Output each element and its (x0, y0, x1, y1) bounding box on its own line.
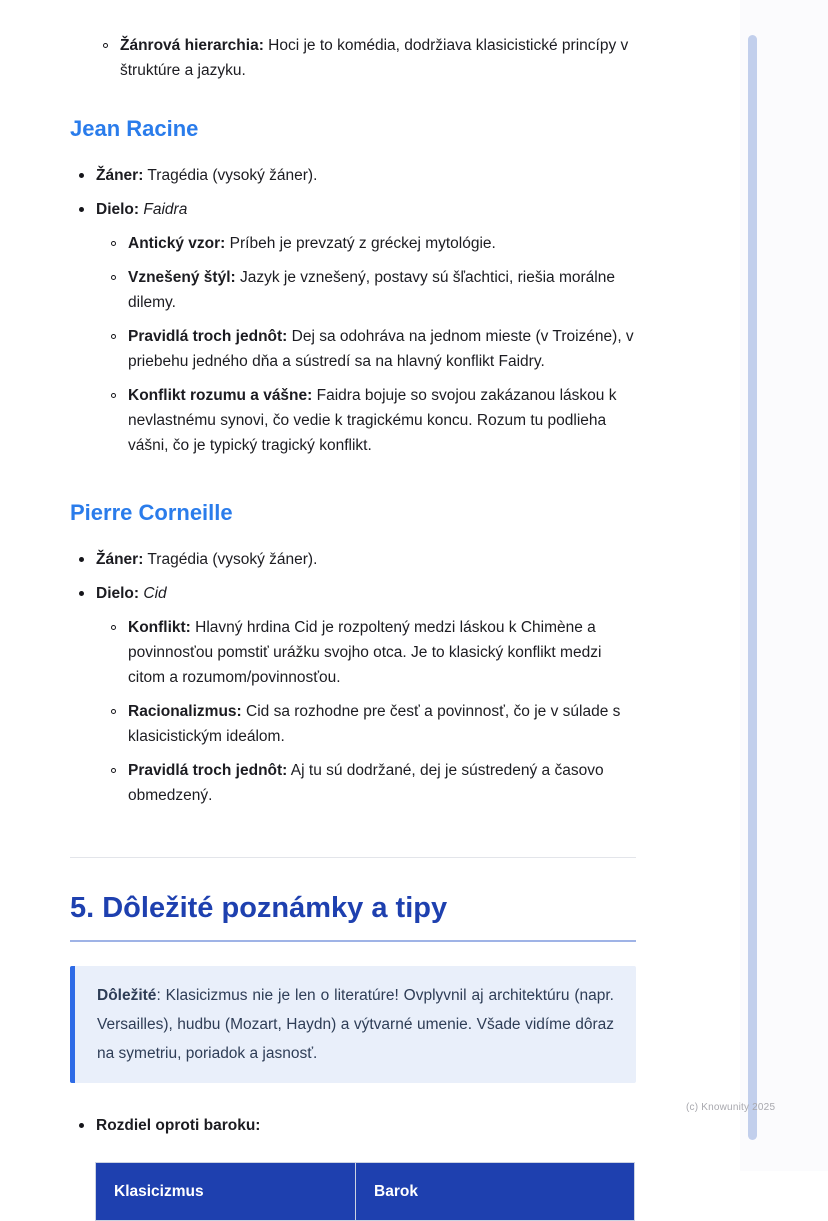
bullet-dot-icon (79, 1123, 84, 1128)
bullet-circle-icon (103, 43, 108, 48)
bullet-circle-icon (111, 241, 116, 246)
section-divider (70, 857, 636, 858)
list-item-text (128, 231, 636, 256)
list-item-text (128, 615, 636, 690)
item-label: Žánrová hierarchia: (120, 37, 264, 54)
list-item (102, 615, 636, 690)
work-title: Faidra (143, 201, 188, 218)
item-label: Konflikt rozumu a vášne: (128, 387, 313, 404)
list-item-text (96, 1113, 636, 1138)
item-body: Dej sa odohráva na jednom mieste (v Troizéne), v priebehu jedného dňa a sústredí sa na hlavný konflikt Faidry. (128, 328, 634, 370)
item-body: Hoci je to komédia, dodržiava klasicistické princípy v štruktúre a jazyku. (120, 37, 629, 79)
item-body: Jazyk je vznešený, postavy sú šľachtici, riešia morálne dilemy. (128, 269, 615, 311)
table-header-barok: Barok (356, 1163, 635, 1221)
item-body: Tragédia (vysoký žáner). (147, 551, 318, 568)
bullet-circle-icon (111, 768, 116, 773)
comparison-table (95, 1162, 635, 1221)
section-heading-tips: 5. Dôležité poznámky a tipy (70, 890, 636, 942)
item-label: Dielo: (96, 201, 140, 218)
table-header-row (96, 1163, 635, 1221)
item-label: Pravidlá troch jednôt: (128, 328, 288, 345)
list-item-text (128, 383, 636, 458)
list-item (102, 231, 636, 256)
item-label: Rozdiel oproti baroku: (96, 1117, 261, 1134)
document-content (70, 33, 636, 1221)
bullet-circle-icon (111, 334, 116, 339)
sublist (96, 615, 636, 808)
item-body: Tragédia (vysoký žáner). (147, 167, 318, 184)
work-title: Cid (143, 585, 167, 602)
bullet-circle-icon (111, 625, 116, 630)
item-label: Racionalizmus: (128, 703, 242, 720)
knowunity-watermark: (c) Knowunity 2025 (686, 1102, 776, 1113)
bullet-dot-icon (79, 557, 84, 562)
comparison-table-header (96, 1163, 635, 1221)
list-item (70, 197, 636, 467)
item-label: Žáner: (96, 167, 144, 184)
list-item-text (120, 33, 636, 83)
item-body: Faidra bojuje so svojou zakázanou láskou k nevlastnému synovi, čo vedie k tragickému koncu. Rozum tu podlieha vášni, čo je typický tragický konflikt. (128, 387, 617, 454)
list-item-text (128, 324, 636, 374)
list-item (102, 324, 636, 374)
list-item (70, 1113, 636, 1138)
list-item (102, 383, 636, 458)
vertical-scrollbar-thumb[interactable] (748, 35, 757, 1140)
list-item (102, 758, 636, 808)
list-item (102, 265, 636, 315)
list-item (70, 581, 636, 817)
bullet-circle-icon (111, 709, 116, 714)
section-heading-corneille: Pierre Corneille (70, 500, 233, 525)
item-body: Príbeh je prevzatý z gréckej mytológie. (229, 235, 496, 252)
bullet-dot-icon (79, 207, 84, 212)
item-body: Hlavný hrdina Cid je rozpoltený medzi láskou k Chimène a povinnosťou pomstiť urážku svojho otca. Je to klasický konflikt medzi citom a rozumom/povinnosťou. (128, 619, 602, 686)
list-item-text (128, 699, 636, 749)
list-item (102, 699, 636, 749)
callout-body: : Klasicizmus nie je len o literatúre! Ovplyvnil aj architektúru (napr. Versailles), hudbu (Mozart, Haydn) a výtvarné umenie. Všade vidíme dôraz na symetriu, poriadok a jasnosť. (97, 987, 614, 1062)
item-label: Žáner: (96, 551, 144, 568)
item-label: Konflikt: (128, 619, 191, 636)
section-heading-racine: Jean Racine (70, 116, 199, 141)
bullet-circle-icon (111, 275, 116, 280)
list-item-text (128, 758, 636, 808)
item-label: Vznešený štýl: (128, 269, 236, 286)
bullet-dot-icon (79, 173, 84, 178)
item-body: Aj tu sú dodržané, dej je sústredený a časovo obmedzený. (128, 762, 604, 804)
list-item-text (128, 265, 636, 315)
list-item-text (96, 581, 636, 817)
callout-label: Dôležité (97, 987, 157, 1004)
list-item (70, 163, 636, 188)
item-body: Cid sa rozhodne pre česť a povinnosť, čo je v súlade s klasicistickým ideálom. (128, 703, 621, 745)
item-label: Pravidlá troch jednôt: (128, 762, 288, 779)
list-item-text (96, 547, 636, 572)
table-header-klasicizmus: Klasicizmus (96, 1163, 356, 1221)
sublist (96, 231, 636, 458)
list-item (103, 33, 636, 83)
bullet-dot-icon (79, 591, 84, 596)
item-label: Antický vzor: (128, 235, 226, 252)
list-item (70, 547, 636, 572)
list-item-text (96, 163, 636, 188)
bullet-circle-icon (111, 393, 116, 398)
list-item-text (96, 197, 636, 467)
important-callout (70, 966, 636, 1083)
item-label: Dielo: (96, 585, 140, 602)
